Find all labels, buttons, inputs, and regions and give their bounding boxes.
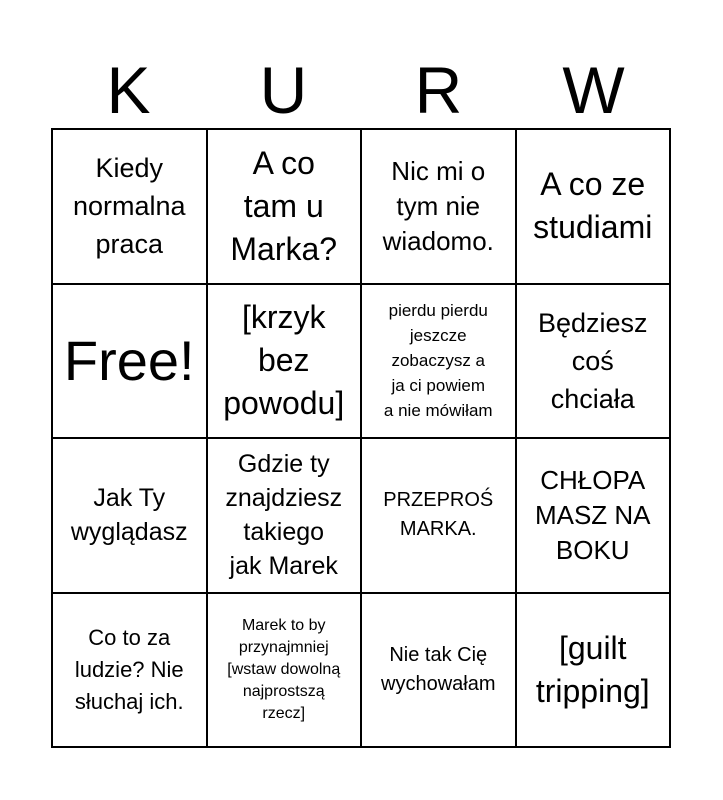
bingo-cell-r1c1[interactable] — [53, 130, 208, 285]
cell-text: pierdu pierdu jeszcze zobaczysz a ja ci powiem a nie mówiłam — [383, 301, 493, 421]
header-letter-w: W — [562, 53, 625, 127]
cell-text: Nie tak Cię wychowałam — [381, 643, 496, 695]
bingo-cell-r2c3[interactable] — [362, 285, 517, 440]
cell-text: [krzyk bez powodu] — [223, 299, 345, 422]
cell-text: A co ze studiami — [533, 166, 653, 246]
cell-text: Co to za ludzie? Nie słuchaj ich. — [74, 624, 184, 714]
bingo-cell-r1c2[interactable] — [208, 130, 363, 285]
bingo-cell-r2c4[interactable] — [517, 285, 672, 440]
bingo-grid — [51, 128, 671, 748]
bingo-cell-r1c4[interactable] — [517, 130, 672, 285]
cell-text: Nic mi o tym nie wiadomo. — [382, 155, 494, 256]
bingo-cell-r3c4[interactable] — [517, 439, 672, 594]
cell-text: [guilt tripping] — [535, 629, 650, 709]
header-letter-r: R — [414, 53, 463, 127]
bingo-cell-free[interactable] — [53, 285, 208, 440]
header-letter-u: U — [259, 53, 308, 127]
bingo-cell-r4c2[interactable] — [208, 594, 363, 749]
bingo-cell-r3c3[interactable] — [362, 439, 517, 594]
header-letter-k: K — [106, 53, 151, 127]
cell-text: Marek to by przynajmniej [wstaw dowolną najprostszą rzecz] — [227, 616, 341, 722]
cell-text: Kiedy normalna praca — [72, 153, 186, 260]
bingo-cell-r3c1[interactable] — [53, 439, 208, 594]
cell-text: Gdzie ty znajdziesz takiego jak Marek — [225, 450, 343, 581]
bingo-cell-r4c3[interactable] — [362, 594, 517, 749]
bingo-cell-r1c3[interactable] — [362, 130, 517, 285]
cell-text: Free! — [63, 328, 195, 392]
cell-text: A co tam u Marka? — [230, 144, 338, 267]
bingo-cell-r4c1[interactable] — [53, 594, 208, 749]
bingo-cell-r2c2[interactable] — [208, 285, 363, 440]
cell-text: CHŁOPA MASZ NA BOKU — [534, 464, 651, 565]
bingo-header — [51, 52, 671, 128]
cell-text: Będziesz coś chciała — [537, 307, 648, 414]
cell-text: PRZEPROŚ MARKA. — [383, 489, 494, 541]
bingo-cell-r3c2[interactable] — [208, 439, 363, 594]
bingo-cell-r4c4[interactable] — [517, 594, 672, 749]
cell-text: Jak Ty wyglądasz — [70, 484, 188, 547]
